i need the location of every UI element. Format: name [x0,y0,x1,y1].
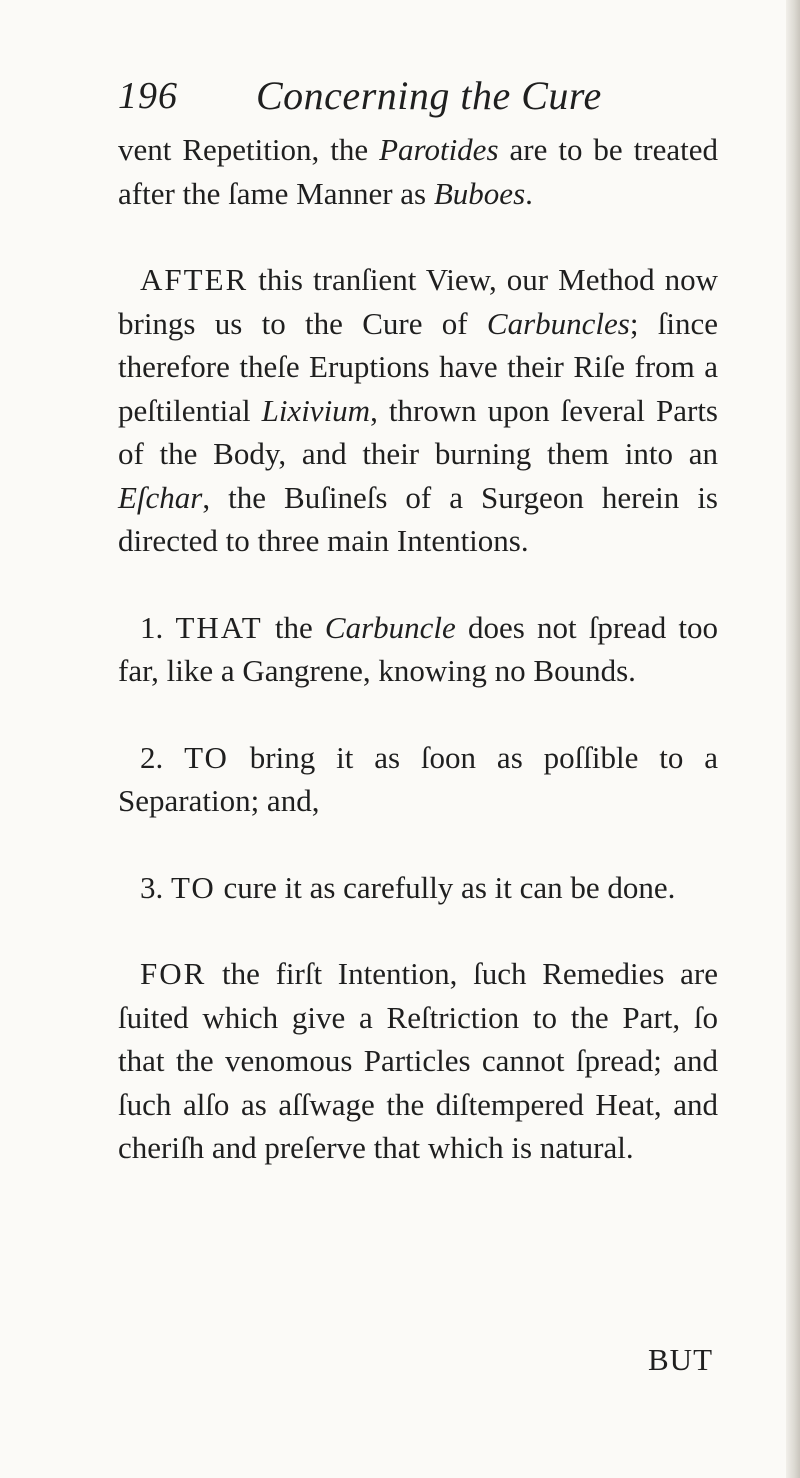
running-head: Concerning the Cure [256,73,602,118]
catchword: BUT [648,1342,713,1377]
paragraph-intention-3: 3. TO cure it as carefully as it can be done. [140,869,676,905]
paragraph-6: FOR the firſt Intention, ſuch Remedies are ſuited which give a Reſtriction to the Part, ſo that the venomous Particles cannot ſpread; and ſuch alſo as aſſwage the diſtempered Heat, and cheriſh and preſerve that which is natural. [118,956,718,1165]
page-edge [786,0,800,1478]
paragraph-2: AFTER this tranſient View, our Method now brings us to the Cure of Carbuncles; ſince therefore theſe Eruptions have their Riſe from a peſtilential Lixivium, thrown upon ſeveral Parts of the Body, and their burning them into an Eſchar, the Buſineſs of a Surgeon herein is directed to three main Intentions. [118,262,718,558]
body-text [118,128,718,1170]
paragraph-1: vent Repetition, the Parotides are to be treated after the ſame Manner as Buboes. [118,132,719,211]
paragraph-intention-2: 2. TO bring it as ſoon as poſſible to a Separation; and, [118,739,718,818]
paragraph-intention-1: 1. THAT the Carbuncle does not ſpread too far, like a Gangrene, knowing no Bounds. [118,609,718,688]
page-number: 196 [118,75,178,117]
page-header [118,66,718,126]
